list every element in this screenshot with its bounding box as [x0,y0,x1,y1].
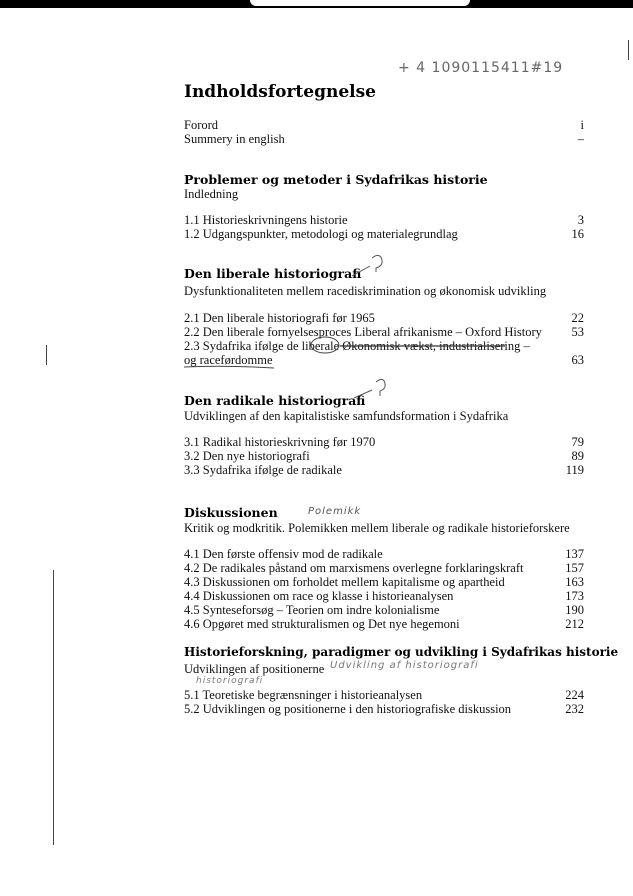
toc-page: 190 [565,603,584,617]
toc-page: i [580,118,584,132]
margin-line-left [53,570,54,845]
toc-label: 4.3 Diskussionen om forholdet mellem kapitalisme og apartheid [184,575,505,589]
toc-page: 119 [565,463,584,477]
section-heading-5: Historieforskning, paradigmer og udvikling i Sydafrikas historie [184,645,619,659]
handwritten-annotation-teoretiske: historiografi [196,676,264,686]
toc-page: 63 [571,353,584,367]
toc-label: 3.2 Den nye historiografi [184,449,310,463]
toc-label: 2.1 Den liberale historiografi før 1965 [184,311,375,325]
toc-label: 2.2 Den liberale fornyelsesproces Liberal afrikanisme – Oxford History [184,325,542,339]
toc-label: 2.3 Sydafrika ifølge de liberale Økonomisk vækst, industrialisering – [184,339,530,353]
toc-label: 3.1 Radikal historieskrivning før 1970 [184,435,376,449]
strikethrough-annotation [310,336,510,366]
toc-label: Summery in english [184,132,285,146]
toc-page: 157 [565,561,584,575]
section-intro: Udviklingen af positionerne [184,662,325,676]
toc-label: 4.5 Synteseforsøg – Teorien om indre kolonialisme [184,603,440,617]
question-mark-annotation [350,252,390,282]
toc-label: 1.2 Udgangspunkter, metodologi og materialegrundlag [184,227,458,241]
toc-label: 4.6 Opgøret med strukturalismen og Det nye hegemoni [184,617,460,631]
toc-page: 16 [571,227,584,241]
handwritten-annotation-positionerne: Udvikling af historiografi [330,660,479,671]
toc-label: og raceførdomme [184,353,273,367]
toc-page: 79 [571,435,584,449]
toc-label: 5.2 Udviklingen og positionerne i den historiografiske diskussion [184,702,512,716]
section-heading-1: Problemer og metoder i Sydafrikas historie [184,172,488,187]
toc-page: 173 [565,589,584,603]
toc-page: 22 [571,311,584,325]
section-intro: Udviklingen af den kapitalistiske samfundsformation i Sydafrika [184,409,509,423]
section-heading-2: Den liberale historiografi [184,266,362,281]
toc-page: 137 [565,547,584,561]
toc-page: 163 [565,575,584,589]
underline-annotation [184,363,284,371]
question-mark-annotation [352,376,392,406]
toc-page: 224 [565,688,584,702]
toc-page: 212 [565,617,584,631]
section-intro: Kritik og modkritik. Polemikken mellem liberale og radikale historieforskere [184,521,570,535]
margin-line-right [628,40,629,60]
section-intro: Dysfunktionaliteten mellem racediskrimination og økonomisk udvikling [184,284,547,298]
section-heading-3: Den radikale historiografi [184,393,366,408]
toc-page: 3 [577,213,584,227]
handwritten-annotation-top: + 4 1090115411#19 [398,60,564,76]
toc-label: 5.1 Teoretiske begrænsninger i historieanalysen [184,688,423,702]
toc-page: 232 [565,702,584,716]
toc-label: 4.2 De radikales påstand om marxismens overlegne forklaringskraft [184,561,524,575]
toc-label: 1.1 Historieskrivningens historie [184,213,348,227]
toc-label: Forord [184,118,219,132]
section-heading-4: Diskussionen [184,505,278,520]
toc-page: 89 [571,449,584,463]
margin-line-left-short [46,345,47,365]
section-intro: Indledning [184,187,239,201]
scan-top-edge-gap [250,0,470,6]
toc-label: 3.3 Sydafrika ifølge de radikale [184,463,342,477]
toc-page: – [577,132,584,146]
handwritten-annotation-diskussionen: Polemikk [308,506,362,517]
document-title: Indholdsfortegnelse [184,82,376,102]
toc-label: 4.1 Den første offensiv mod de radikale [184,547,383,561]
toc-label: 4.4 Diskussionen om race og klasse i historieanalysen [184,589,454,603]
toc-page: 53 [571,325,584,339]
